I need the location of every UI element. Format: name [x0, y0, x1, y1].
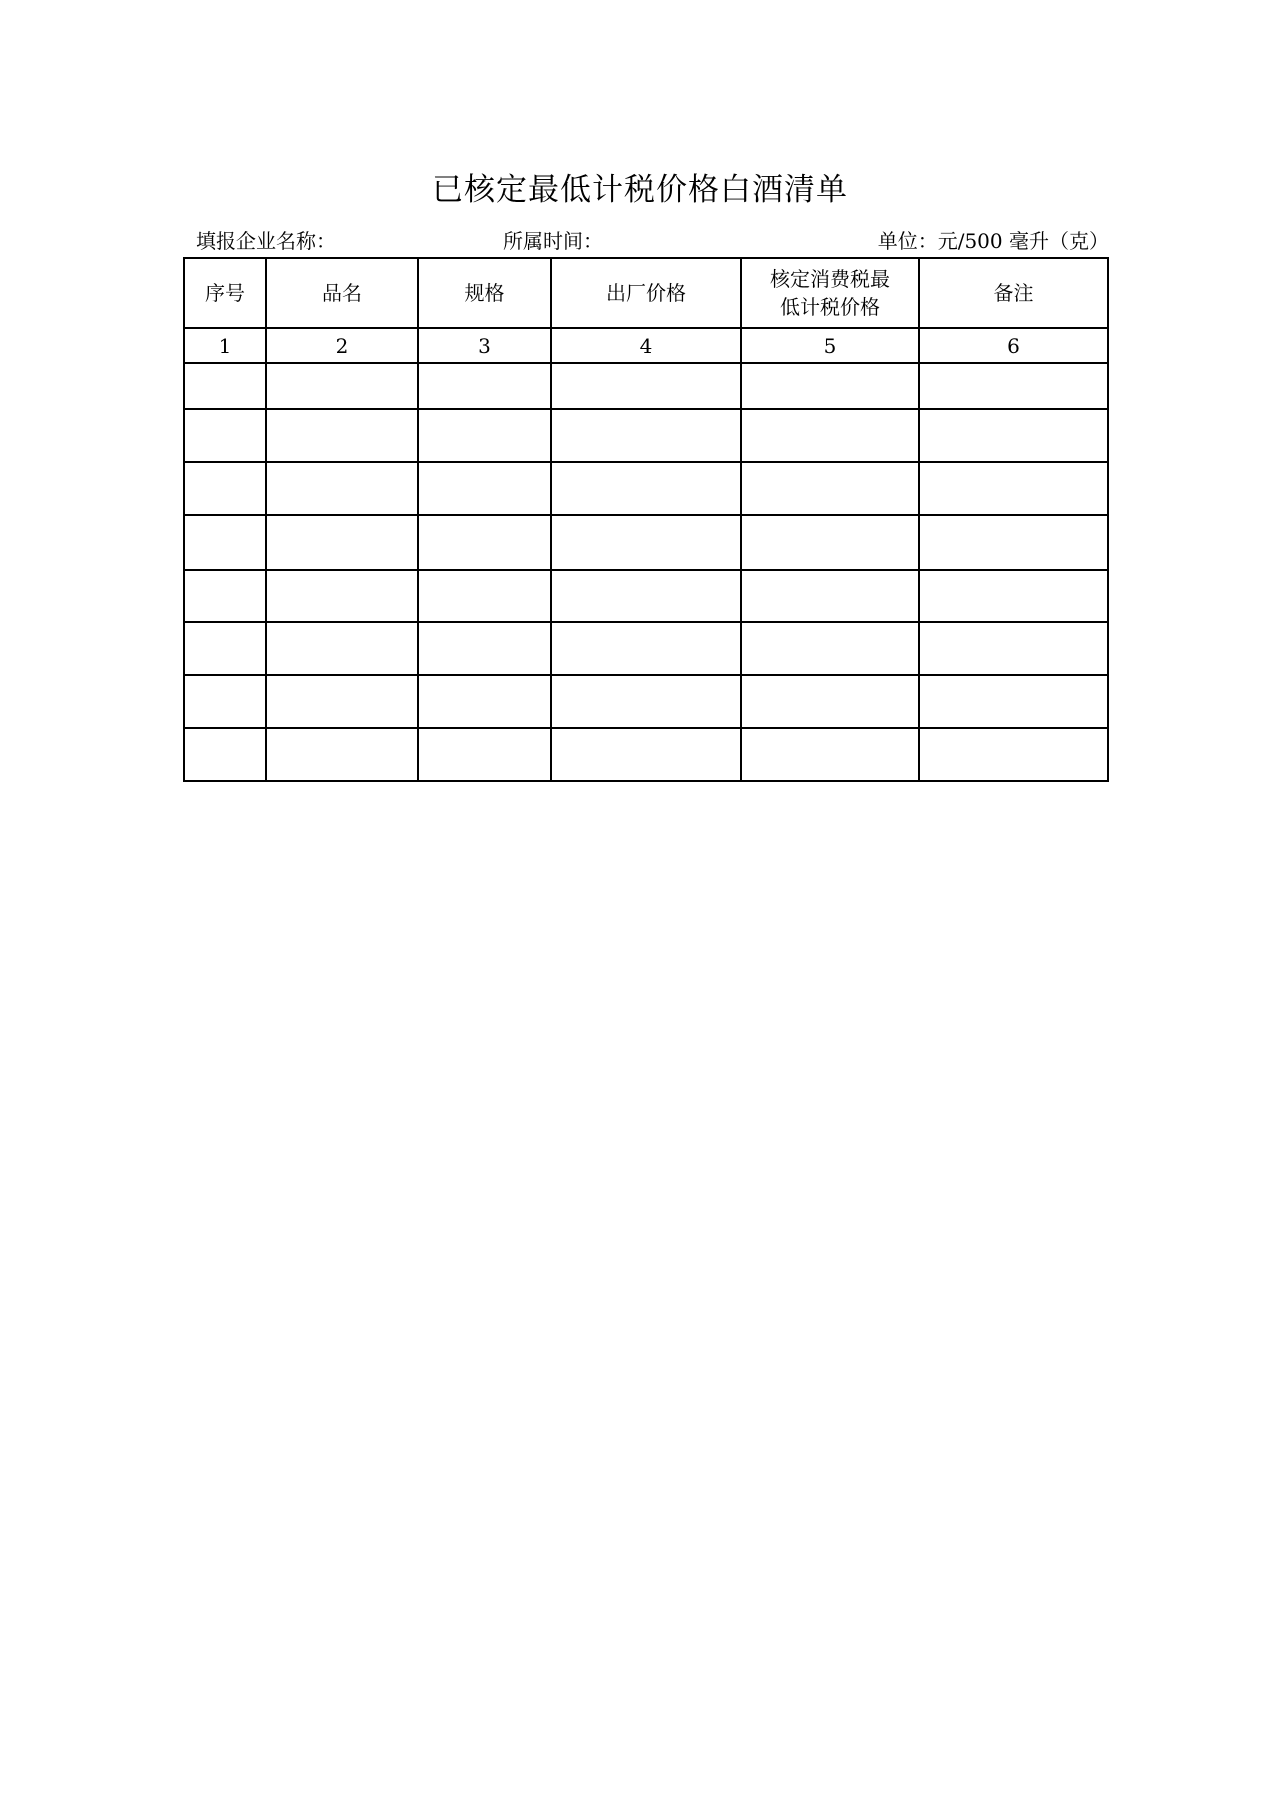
table-cell[interactable]	[184, 462, 266, 515]
table-cell[interactable]	[266, 728, 418, 781]
table-cell[interactable]	[418, 675, 551, 728]
company-name-label: 填报企业名称：	[196, 229, 336, 253]
table-row	[184, 728, 1108, 781]
table-cell[interactable]	[266, 462, 418, 515]
table-cell[interactable]	[184, 363, 266, 409]
table-cell[interactable]	[741, 728, 919, 781]
table-row	[184, 363, 1108, 409]
table-cell[interactable]	[551, 515, 741, 570]
header-cell-serial	[184, 258, 266, 328]
table-cell[interactable]	[418, 622, 551, 675]
header-cell-factory-price	[551, 258, 741, 328]
table-cell[interactable]	[919, 409, 1108, 462]
table-cell[interactable]	[184, 515, 266, 570]
table-cell[interactable]	[551, 728, 741, 781]
table-cell[interactable]	[919, 728, 1108, 781]
table-cell[interactable]	[919, 622, 1108, 675]
table-header-row	[184, 258, 1108, 328]
table-cell[interactable]	[919, 462, 1108, 515]
table-cell[interactable]	[266, 363, 418, 409]
table-cell[interactable]	[266, 622, 418, 675]
table-cell[interactable]	[266, 675, 418, 728]
table-cell[interactable]	[741, 363, 919, 409]
header-line: 序号	[205, 281, 245, 305]
column-number-cell: 4	[551, 328, 741, 363]
column-number-row	[184, 328, 1108, 363]
table-cell[interactable]	[741, 675, 919, 728]
table-cell[interactable]	[266, 409, 418, 462]
table-cell[interactable]	[919, 570, 1108, 622]
table-row	[184, 515, 1108, 570]
table-row	[184, 409, 1108, 462]
table-row	[184, 675, 1108, 728]
table-body	[184, 363, 1108, 781]
header-cell-specification	[418, 258, 551, 328]
column-number-cell: 2	[266, 328, 418, 363]
header-line: 备注	[993, 281, 1034, 305]
table-cell[interactable]	[741, 570, 919, 622]
header-cell-remarks	[919, 258, 1108, 328]
liquor-price-table	[183, 257, 1109, 782]
table-cell[interactable]	[418, 363, 551, 409]
header-cell-min-taxable-price	[741, 258, 919, 328]
header-line: 出厂价格	[606, 281, 686, 305]
column-number-cell: 1	[184, 328, 266, 363]
table-cell[interactable]	[741, 515, 919, 570]
table-cell[interactable]	[266, 570, 418, 622]
table-cell[interactable]	[184, 622, 266, 675]
table-cell[interactable]	[741, 462, 919, 515]
table-cell[interactable]	[741, 409, 919, 462]
table-cell[interactable]	[551, 409, 741, 462]
table-cell[interactable]	[418, 515, 551, 570]
header-line: 低计税价格	[780, 295, 880, 319]
table-cell[interactable]	[418, 462, 551, 515]
table-row	[184, 622, 1108, 675]
header-line: 品名	[322, 281, 362, 305]
table-cell[interactable]	[418, 409, 551, 462]
table-row	[184, 462, 1108, 515]
table-row	[184, 570, 1108, 622]
table-cell[interactable]	[266, 515, 418, 570]
table-cell[interactable]	[919, 515, 1108, 570]
unit-label: 单位：元/500 毫升（克）	[877, 229, 1109, 253]
table-cell[interactable]	[551, 675, 741, 728]
table-cell[interactable]	[418, 570, 551, 622]
table-cell[interactable]	[551, 462, 741, 515]
column-number-cell: 3	[418, 328, 551, 363]
table-cell[interactable]	[741, 622, 919, 675]
table-cell[interactable]	[551, 622, 741, 675]
period-label: 所属时间：	[503, 229, 603, 253]
header-line: 规格	[464, 281, 505, 305]
table-cell[interactable]	[919, 363, 1108, 409]
header-line: 核定消费税最	[770, 267, 890, 291]
table-cell[interactable]	[184, 728, 266, 781]
table-cell[interactable]	[418, 728, 551, 781]
table-cell[interactable]	[551, 363, 741, 409]
table-cell[interactable]	[184, 675, 266, 728]
page-title: 已核定最低计税价格白酒清单	[432, 172, 848, 208]
table-cell[interactable]	[184, 570, 266, 622]
header-cell-product-name	[266, 258, 418, 328]
column-number-cell: 5	[741, 328, 919, 363]
column-number-cell: 6	[919, 328, 1108, 363]
table-cell[interactable]	[551, 570, 741, 622]
table-cell[interactable]	[184, 409, 266, 462]
table-cell[interactable]	[919, 675, 1108, 728]
